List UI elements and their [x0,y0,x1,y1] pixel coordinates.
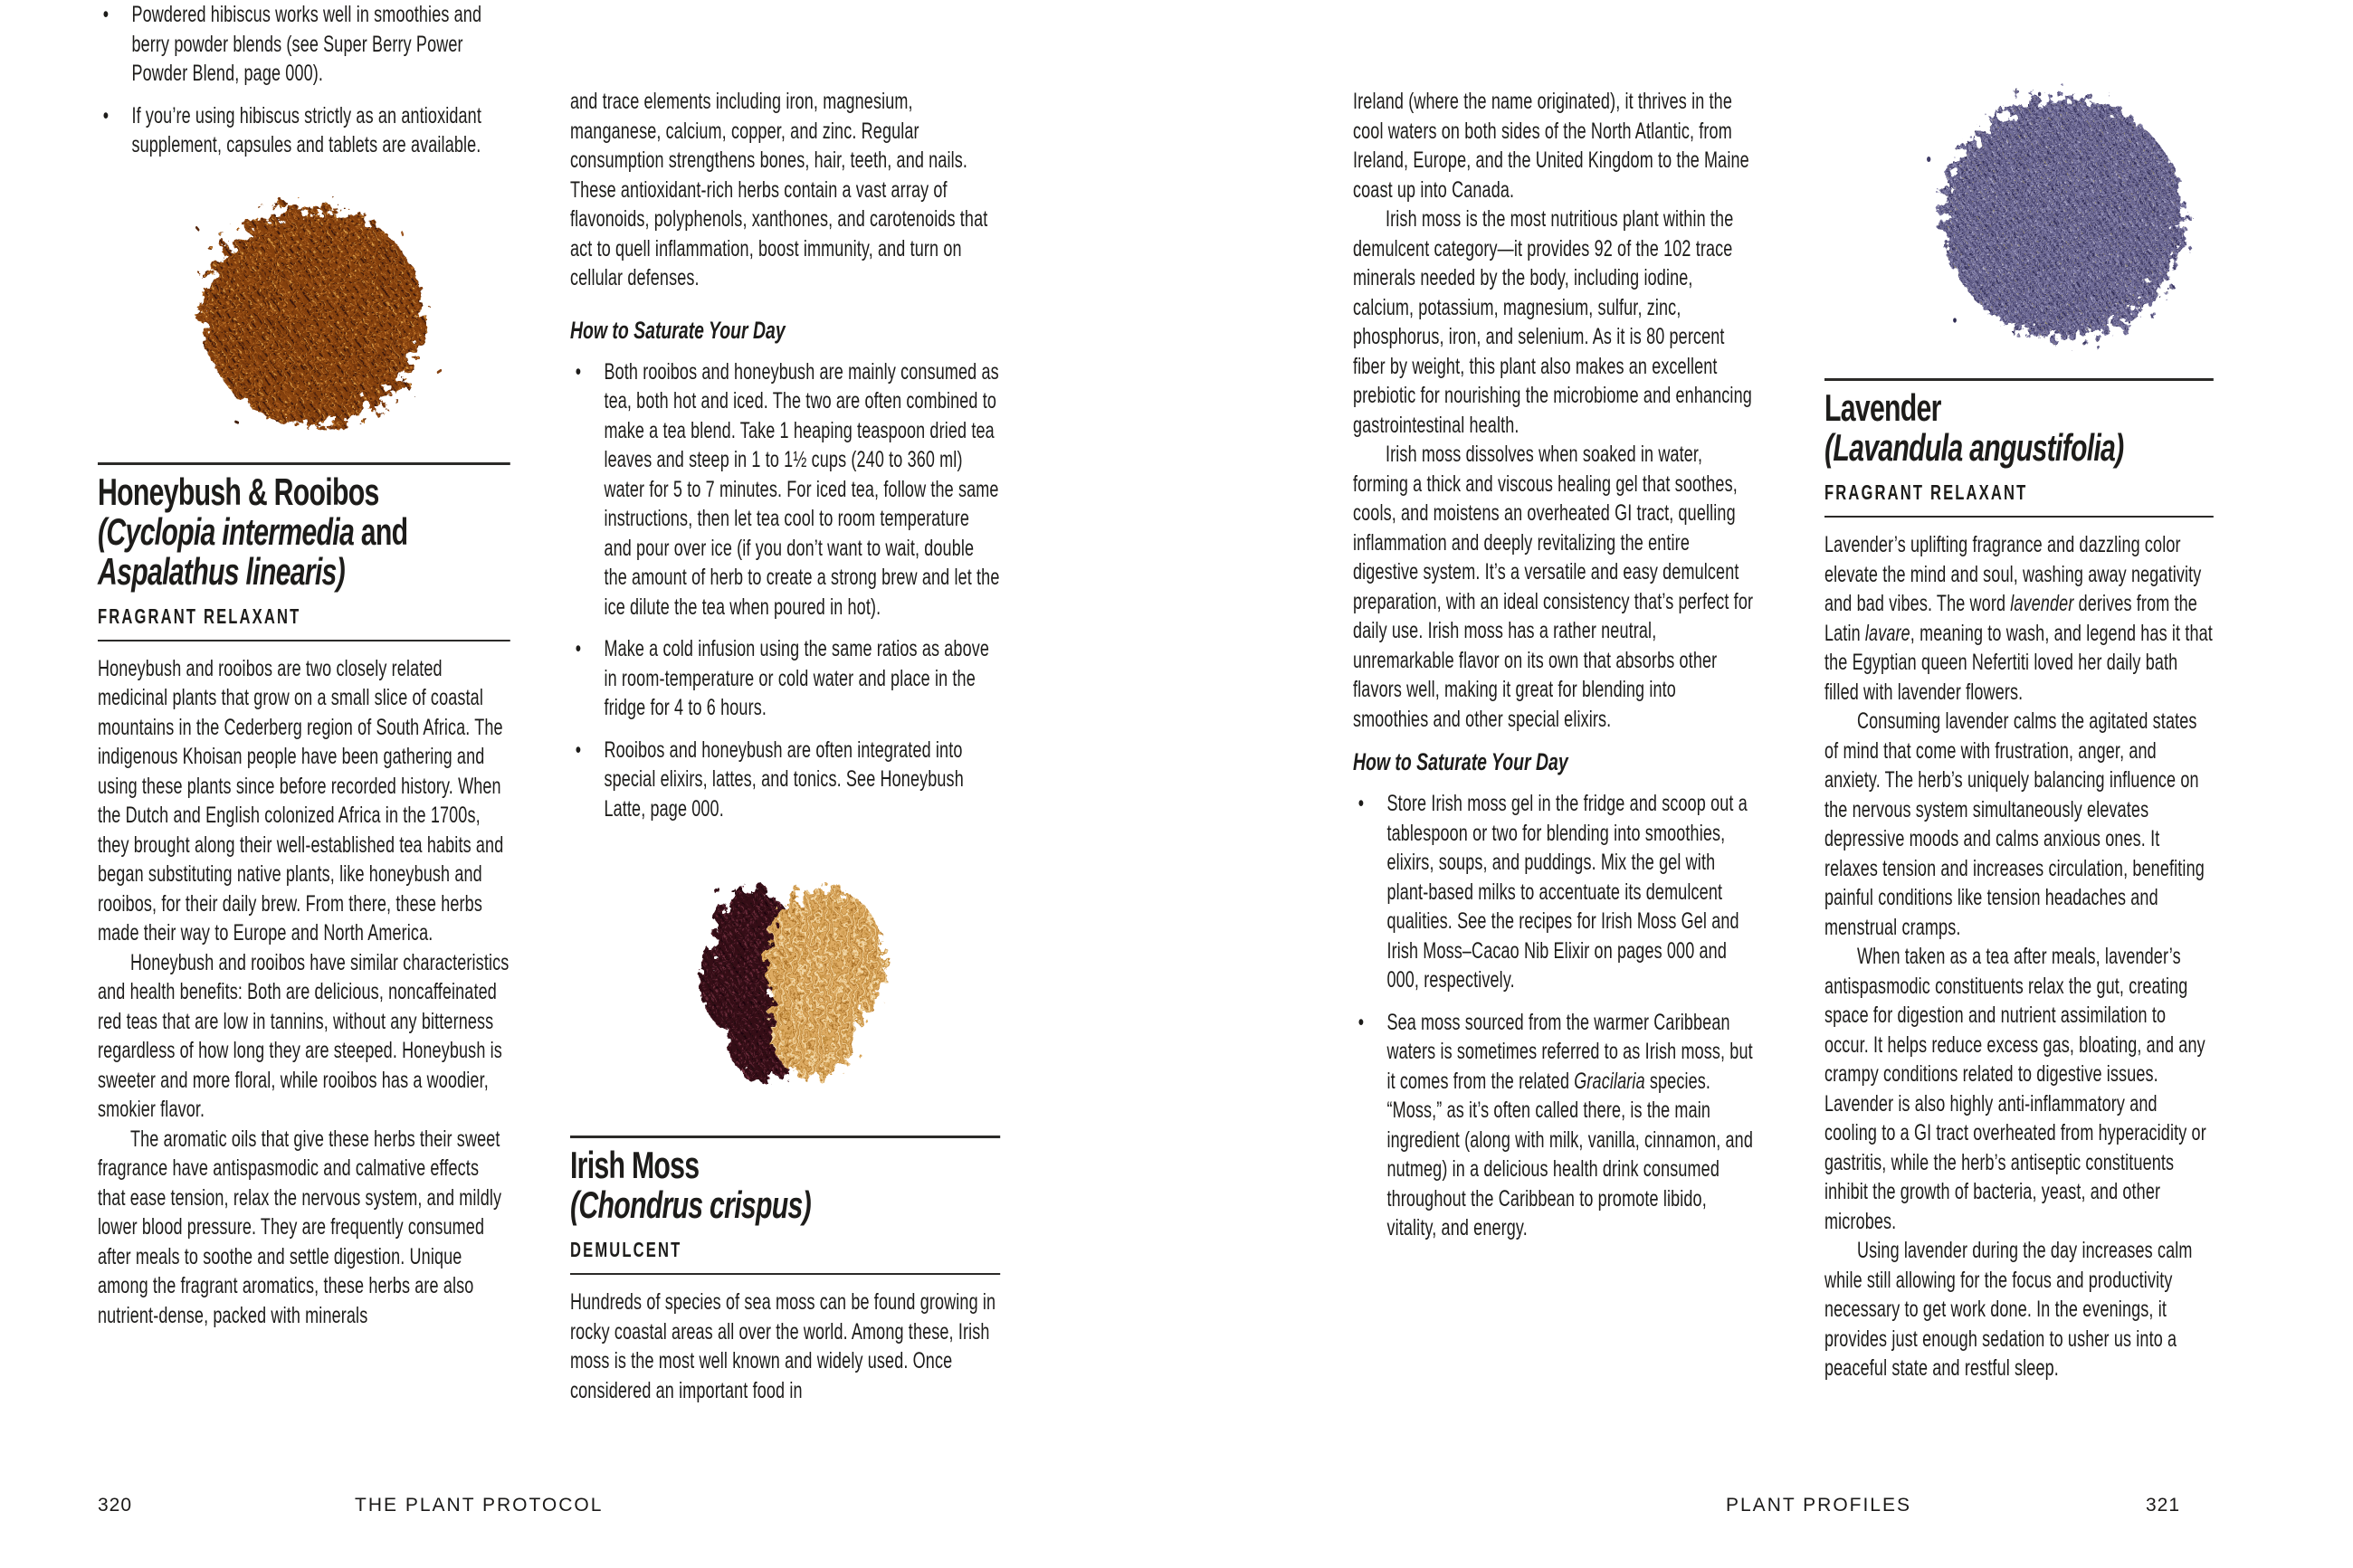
page-number-recto: 321 [2146,1495,2181,1516]
recto-column-2 [1824,0,2214,1568]
entry-top-rule [1824,378,2214,381]
verso-column-1 [98,0,510,1568]
entry-paragraph: Consuming lavender calms the agitated states of mind that come with frustration, anger, and anxiety. The herb’s uniquely balancing influence on the nervous system simultaneously elevates depressive moods and calms anxious ones. It relaxes tension and increases circulation, benefiting painful conditions like tension headaches and menstrual cramps. [1824,708,2205,940]
list-item: • If you’re using hibiscus strictly as an antioxidant supplement, capsules and tablets are available. [131,101,510,160]
plant-latin-name: (Cyclopia intermedia [98,509,355,553]
lavender-entry [1824,378,2214,1383]
entry-paragraph: Irish moss dissolves when soaked in water, forming a thick and viscous healing gel that soothes, cools, and moistens an overheated GI tract, quelling inflammation and deeply revitalizing the entire digestive system. It’s a versatile and easy demulcent preparation, with an ideal consistency that’s perfect for daily use. Irish moss has a rather neutral, unremarkable flavor on its own that absorbs other flavors well, making it great for blending into smoothies and other special elixirs. [1353,442,1754,732]
list-item: • Sea moss sourced from the warmer Caribbean waters is sometimes referred to as Irish moss, but it comes from the related Gracilaria species. “Moss,” as it’s often called there, is the main ingredient (along with milk, vanilla, cinnamon, and nutmeg) in a delicious health drink consumed throughout the Caribbean to promote libido, vitality, and energy. [1386,1008,1756,1243]
plant-common-name: Lavender [1824,386,1941,429]
verso-column-2 [570,0,1000,1568]
irish-moss-entry [570,1136,1000,1405]
entry-title [570,1145,1000,1225]
plant-common-name: Irish Moss [570,1144,700,1186]
irish-moss-illustration [570,860,1000,1117]
page-number-verso: 320 [98,1495,133,1516]
entry-paragraph-continuation: Ireland (where the name originated), it thrives in the cool waters on both sides of the North Atlantic, from Ireland, Europe, and the United Kingdom to the Maine coast up into Canada. [1353,89,1749,203]
plant-latin-name: (Chondrus crispus) [570,1183,811,1226]
recto-column-1 [1353,0,1756,1568]
running-footer-verso: THE PLANT PROTOCOL [355,1495,604,1516]
hibiscus-usage-bullets [98,0,510,160]
lavender-pile-illustration [1824,78,2214,358]
list-item: • Both rooibos and honeybush are mainly consumed as tea, both hot and iced. The two are often combined to make a tea blend. Take 1 heaping teaspoon dried tea leaves and steep in 1 to 1½ cups (240 to 360 ml) water for 5 to 7 minutes. For iced tea, follow the same instructions, then let tea cool to room temperature and pour over ice (if you don’t want to wait, double the amount of herb to create a strong brew and let the ice dilute the tea when poured in hot). [604,357,1000,622]
entry-divider-rule [570,1273,1000,1275]
plant-latin-name: Aspalathus linearis) [98,549,345,593]
entry-paragraph: The aromatic oils that give these herbs their sweet fragrance have antispasmodic and calmative effects that ease tension, relax the nervous system, and mildly lower blood pressure. They are frequently consumed after meals to soothe and settle digestion. Unique among the fragrant aromatics, these herbs are also nutrient-dense, packed with minerals [98,1126,502,1328]
entry-title [1824,388,2214,468]
rooibos-pile-illustration [98,180,510,451]
entry-title: Honeybush & Rooibos (Cyclopia intermedia and Aspalathus linearis) [98,470,408,593]
entry-paragraph: Honeybush and rooibos are two closely related medicinal plants that grow on a small slice of coastal mountains in the Cederberg region of South Africa. The indigenous Khoisan people have been gathering and using these plants since before recorded history. When the Dutch and English colonized Africa in the 1700s, they brought along their well-established tea habits and began substituting native plants, like honeybush and rooibos, for their daily brew. From there, these herbs made their way to Europe and North America. [98,655,504,946]
entry-paragraph: Lavender’s uplifting fragrance and dazzling color elevate the mind and soul, washing away negativity and bad vibes. The word lavender derives from the Latin lavare, meaning to wash, and legend has it that the Egyptian queen Nefertiti loved her daily bath filled with lavender flowers. [1824,532,2213,705]
plant-category-label: FRAGRANT RELAXANT [1824,480,2028,504]
entry-paragraph-continuation: and trace elements including iron, magnesium, manganese, calcium, copper, and zinc. Regular consumption strengthens bones, hair, teeth, and nails. These antioxidant-rich herbs contain a vast array of flavonoids, polyphenols, xanthones, and carotenoids that act to quell inflammation, boost immunity, and turn on cellular defenses. [570,89,988,290]
entry-paragraph: When taken as a tea after meals, lavender’s antispasmodic constituents relax the gut, creating space for digestion and nutrient assimilation to occur. It helps reduce excess gas, bloating, and any crampy conditions related to digestive issues. Lavender is also highly anti-inflammatory and cooling to a GI tract overheated from hyperacidity or gastritis, while the herb’s antiseptic constituents inhibit the growth of bacteria, yeast, and other microbes. [1824,944,2206,1234]
irish-moss-photo [570,860,1000,1117]
entry-top-rule [570,1136,1000,1138]
list-item: • Make a cold infusion using the same ratios as above in room-temperature or cold water and place in the fridge for 4 to 6 hours. [604,634,1000,723]
how-to-saturate-heading: How to Saturate Your Day [570,316,786,344]
running-footer-recto: PLANT PROFILES [1726,1495,1912,1516]
entry-divider-rule [1824,516,2214,518]
entry-top-rule [98,462,510,465]
list-item: • Store Irish moss gel in the fridge and scoop out a tablespoon or two for blending into smoothies, elixirs, soups, and puddings. Mix the gel with plant-based milks to accentuate its demulcent qualities. See the recipes for Irish Moss Gel and Irish Moss–Cacao Nib Elixir on pages 000 and 000, respectively. [1386,789,1756,995]
plant-latin-name: (Lavandula angustifolia) [1824,426,2124,469]
entry-paragraph: Using lavender during the day increases calm while still allowing for the focus and productivity necessary to get work done. In the evenings, it provides just enough sedation to usher us into a peaceful state and restful sleep. [1824,1238,2193,1381]
entry-divider-rule [98,640,510,641]
honeybush-rooibos-entry [98,462,510,1331]
how-to-saturate-heading: How to Saturate Your Day [1353,748,1568,775]
list-item: • Powdered hibiscus works well in smoothies and berry powder blends (see Super Berry Power Powder Blend, page 000). [131,0,510,89]
plant-common-name: Honeybush & Rooibos [98,470,379,513]
plant-category-label: FRAGRANT RELAXANT [98,603,301,628]
how-to-saturate-bullets [570,357,1000,824]
entry-paragraph: Irish moss is the most nutritious plant within the demulcent category—it provides 92 of the 102 trace minerals needed by the body, including iodine, calcium, potassium, magnesium, sulfur, zinc, phosphorus, iron, and selenium. As it is 80 percent fiber by weight, this plant also makes an excellent prebiotic for nourishing the microbiome and enhancing gastrointestinal health. [1353,206,1752,438]
lavender-photo [1824,78,2214,358]
rooibos-tea-photo [98,180,510,451]
entry-paragraph: Hundreds of species of sea moss can be found growing in rocky coastal areas all over the world. Among these, Irish moss is the most well known and widely used. Once considered an important food in [570,1289,996,1403]
plant-category-label: DEMULCENT [570,1238,682,1261]
how-to-saturate-bullets [1353,789,1756,1243]
entry-paragraph: Honeybush and rooibos have similar characteristics and health benefits: Both are delicious, noncaffeinated red teas that are low in tannins, without any bitterness regardless of how long they are steeped. Honeybush is sweeter and more floral, while rooibos has a woodier, smokier flavor. [98,949,510,1122]
list-item: • Rooibos and honeybush are often integrated into special elixirs, lattes, and tonics. See Honeybush Latte, page 000. [604,736,1000,824]
